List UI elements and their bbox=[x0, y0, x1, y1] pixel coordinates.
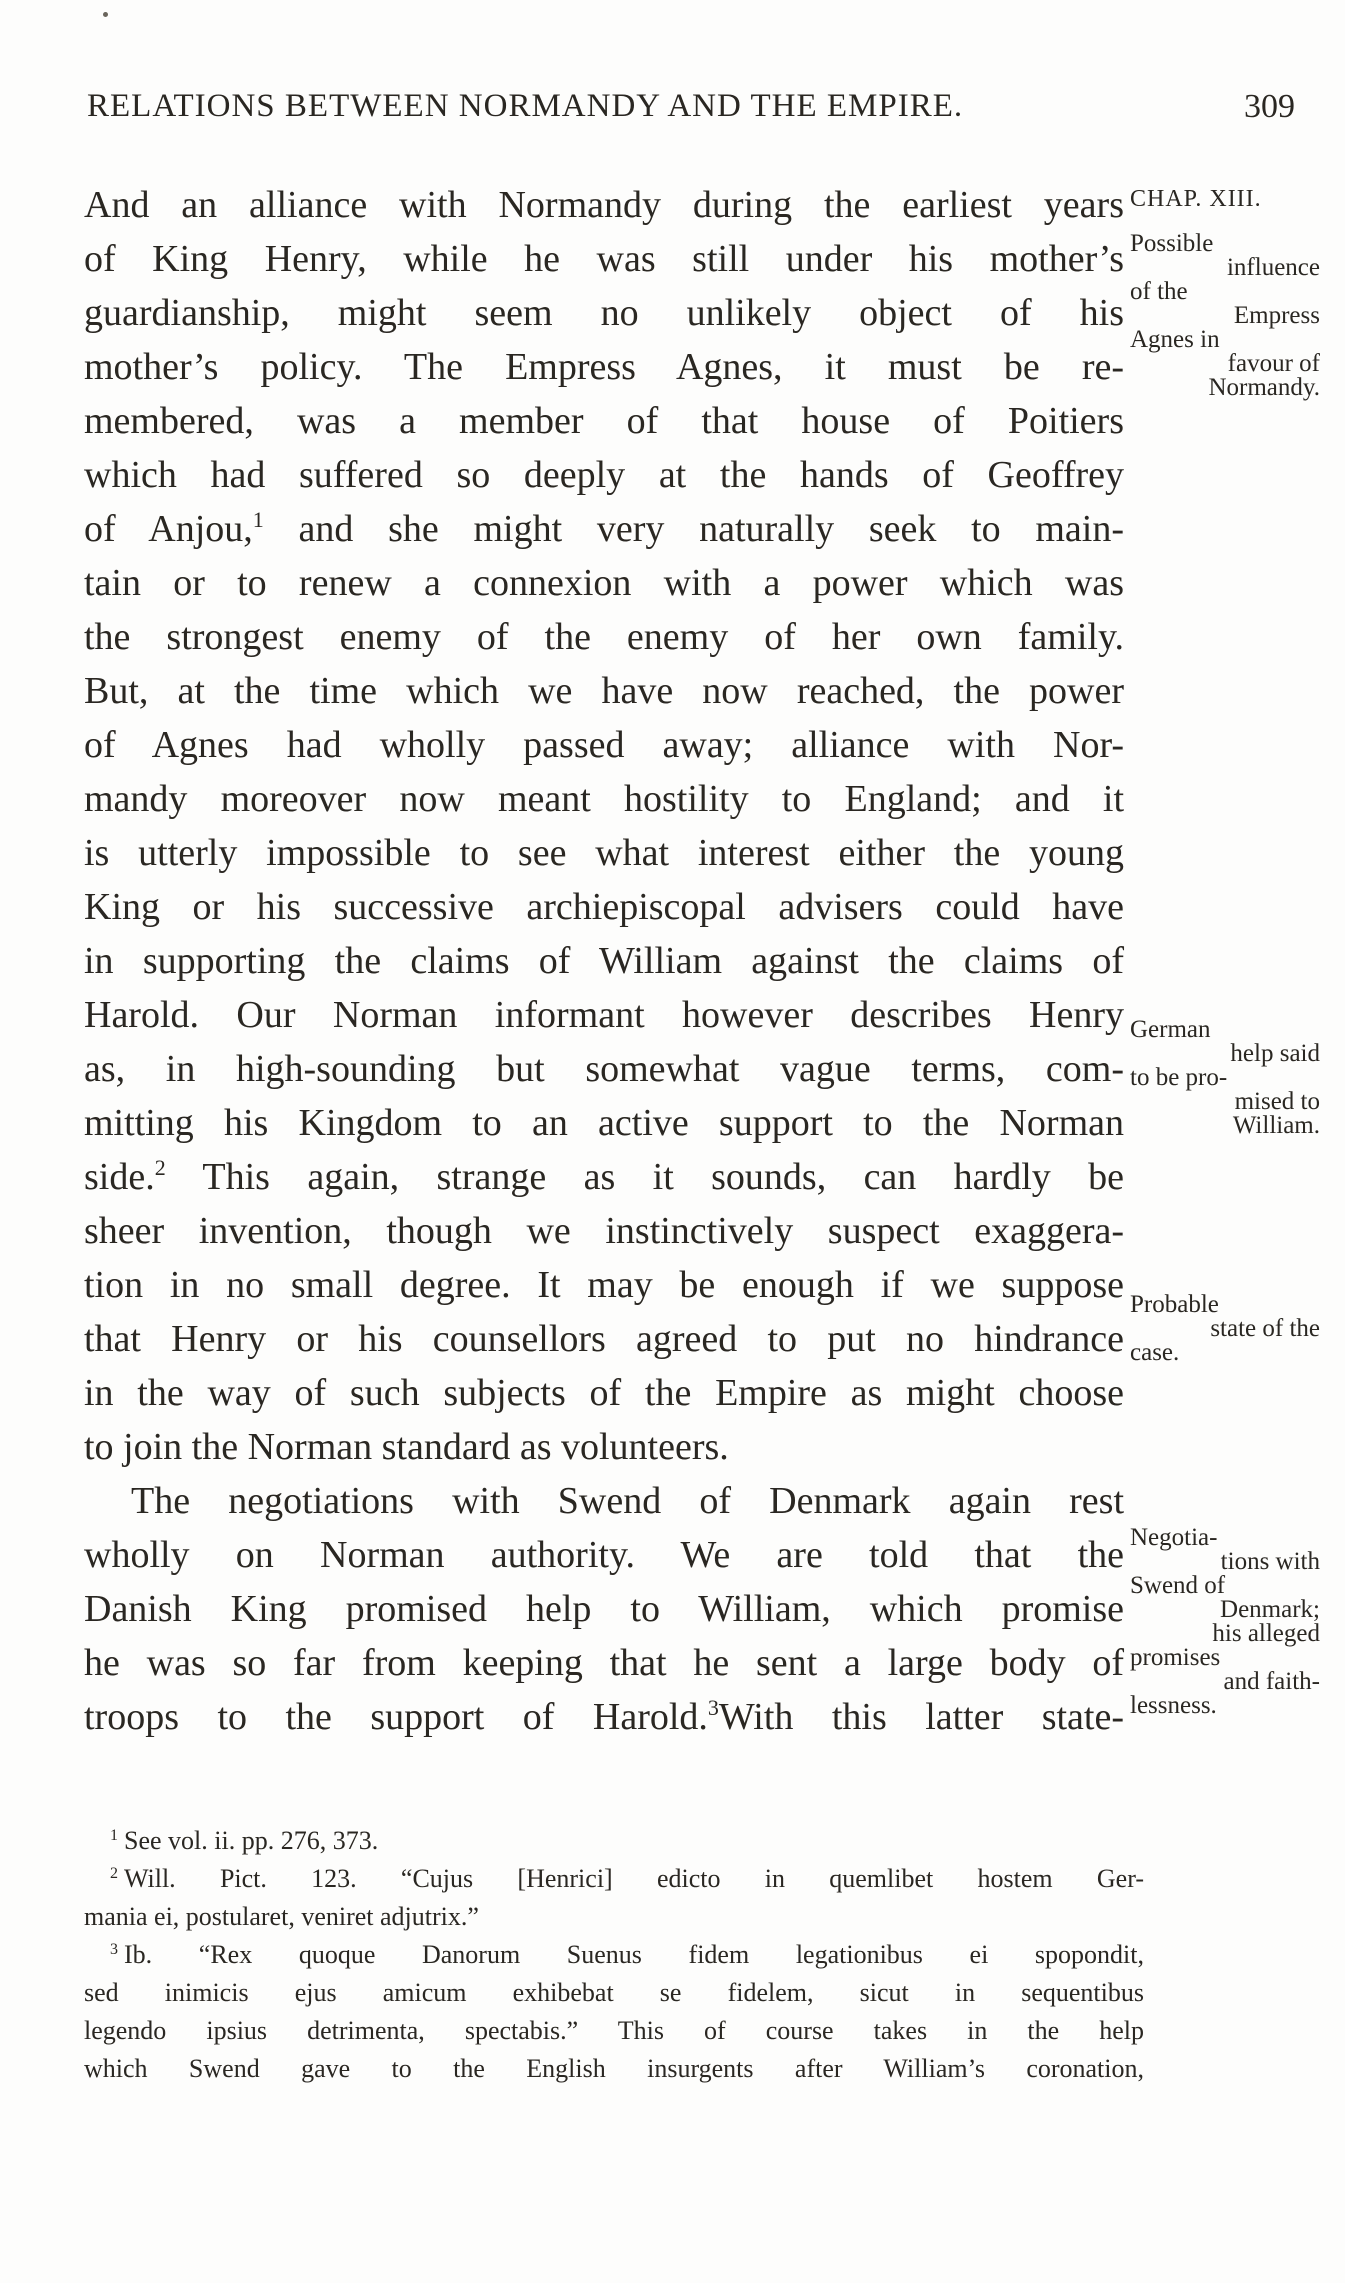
footnote-continuation: which Swend gave to the English insurgents after William’s coronation, bbox=[84, 2054, 1144, 2083]
text-segment: This again, strange as it sounds, can hardly be bbox=[165, 1156, 1124, 1198]
text-line: King or his successive archiepiscopal advisers could have bbox=[84, 886, 1124, 928]
text-line: mitting his Kingdom to an active support to the Norman bbox=[84, 1102, 1124, 1144]
text-line: that Henry or his counsellors agreed to put no hindrance bbox=[84, 1318, 1124, 1360]
margin-note bbox=[1130, 1018, 1320, 1138]
footnote-continuation: sed inimicis ejus amicum exhibebat se fidelem, sicut in sequentibus bbox=[84, 1978, 1144, 2007]
text-line: And an alliance with Normandy during the earliest years bbox=[84, 184, 1124, 226]
margin-note-line: case. bbox=[1130, 1339, 1180, 1366]
footnote bbox=[84, 1822, 1144, 1860]
margin-note-line: promises bbox=[1130, 1644, 1221, 1671]
margin-note-line: influence bbox=[1226, 254, 1320, 281]
margin-note-line: to be pro- bbox=[1130, 1064, 1228, 1091]
margin-note-line: Agnes in bbox=[1130, 326, 1220, 353]
margin-note-line: Normandy. bbox=[1208, 374, 1320, 401]
text-line: as, in high-sounding but somewhat vague terms, com- bbox=[84, 1048, 1124, 1090]
text-line: sheer invention, though we instinctively suspect exaggera- bbox=[84, 1210, 1124, 1252]
text-line: membered, was a member of that house of Poitiers bbox=[84, 400, 1124, 442]
margin-note-line: Swend of bbox=[1130, 1572, 1226, 1599]
margin-note-line: German bbox=[1130, 1016, 1211, 1043]
margin-note-line: of the bbox=[1130, 278, 1188, 305]
page-number: 309 bbox=[1244, 88, 1295, 125]
footnote-text: See vol. ii. pp. 276, 373. bbox=[124, 1826, 379, 1855]
text-line: tain or to renew a connexion with a power which was bbox=[84, 562, 1124, 604]
margin-note-line: mised to bbox=[1234, 1088, 1320, 1115]
footnote-marker: 2 bbox=[110, 1865, 118, 1882]
margin-note bbox=[1130, 1526, 1320, 1718]
text-segment: and she might very naturally seek to main- bbox=[263, 508, 1124, 550]
footnote-continuation: mania ei, postularet, veniret adjutrix.” bbox=[84, 1902, 479, 1931]
text-line: The negotiations with Swend of Denmark again rest bbox=[131, 1480, 1124, 1522]
text-line: Danish King promised help to William, which promise bbox=[84, 1588, 1124, 1630]
text-segment: troops to the support of Harold. bbox=[84, 1696, 708, 1738]
margin-note-line: Empress bbox=[1233, 302, 1320, 329]
chapter-label: CHAP. XIII. bbox=[1130, 186, 1262, 212]
footnote-ref: 3 bbox=[707, 1695, 719, 1720]
text-line: But, at the time which we have now reached, the power bbox=[84, 670, 1124, 712]
margin-note-line: Probable bbox=[1130, 1291, 1219, 1318]
footnote bbox=[84, 1936, 1144, 1974]
margin-note bbox=[1130, 1293, 1320, 1365]
margin-note bbox=[1130, 232, 1320, 400]
text-line: he was so far from keeping that he sent a large body of bbox=[84, 1642, 1124, 1684]
margin-note-line: state of the bbox=[1210, 1315, 1320, 1342]
margin-note-line: Possible bbox=[1130, 230, 1214, 257]
margin-note-line: help said bbox=[1230, 1040, 1320, 1067]
text-segment: side. bbox=[84, 1156, 155, 1198]
footnote-text: Will. Pict. 123. “Cujus [Henrici] edicto in quemlibet hostem Ger- bbox=[124, 1864, 1144, 1893]
margin-note-line: and faith- bbox=[1223, 1668, 1320, 1695]
text-line: in the way of such subjects of the Empire as might choose bbox=[84, 1372, 1124, 1414]
text-line: tion in no small degree. It may be enough if we suppose bbox=[84, 1264, 1124, 1306]
text-line: guardianship, might seem no unlikely object of his bbox=[84, 292, 1124, 334]
text-line: of King Henry, while he was still under his mother’s bbox=[84, 238, 1124, 280]
margin-note-line: tions with bbox=[1220, 1548, 1320, 1575]
text-line: in supporting the claims of William against the claims of bbox=[84, 940, 1124, 982]
footnote-continuation: legendo ipsius detrimenta, spectabis.” This of course takes in the help bbox=[84, 2016, 1144, 2045]
footnote-ref: 1 bbox=[252, 507, 264, 532]
running-title: RELATIONS BETWEEN NORMANDY AND THE EMPIRE. bbox=[87, 88, 964, 124]
footnote-text: Ib. “Rex quoque Danorum Suenus fidem legationibus ei spopondit, bbox=[124, 1940, 1144, 1969]
text-line: which had suffered so deeply at the hands of Geoffrey bbox=[84, 454, 1124, 496]
margin-note-line: Denmark; bbox=[1220, 1596, 1320, 1623]
footnote bbox=[84, 1860, 1144, 1898]
margin-note-line: William. bbox=[1232, 1112, 1320, 1139]
text-segment: of Anjou, bbox=[84, 508, 253, 550]
text-segment: With this latter state- bbox=[718, 1696, 1124, 1738]
margin-note-line: lessness. bbox=[1130, 1692, 1217, 1719]
text-line: is utterly impossible to see what interest either the young bbox=[84, 832, 1124, 874]
text-line: of Agnes had wholly passed away; alliance with Nor- bbox=[84, 724, 1124, 766]
text-line: wholly on Norman authority. We are told that the bbox=[84, 1534, 1124, 1576]
text-line: Harold. Our Norman informant however describes Henry bbox=[84, 994, 1124, 1036]
footnote-marker: 1 bbox=[110, 1827, 118, 1844]
text-line: mother’s policy. The Empress Agnes, it must be re- bbox=[84, 346, 1124, 388]
margin-note-line: Negotia- bbox=[1130, 1524, 1218, 1551]
text-line: mandy moreover now meant hostility to England; and it bbox=[84, 778, 1124, 820]
margin-note-line: his alleged bbox=[1212, 1620, 1320, 1647]
footnote-marker: 3 bbox=[110, 1941, 118, 1958]
footnote-ref: 2 bbox=[154, 1155, 166, 1180]
text-line: the strongest enemy of the enemy of her own family. bbox=[84, 616, 1124, 658]
margin-note-line: favour of bbox=[1227, 350, 1320, 377]
text-line: to join the Norman standard as volunteers. bbox=[84, 1426, 729, 1468]
footnotes bbox=[84, 1822, 1144, 2088]
